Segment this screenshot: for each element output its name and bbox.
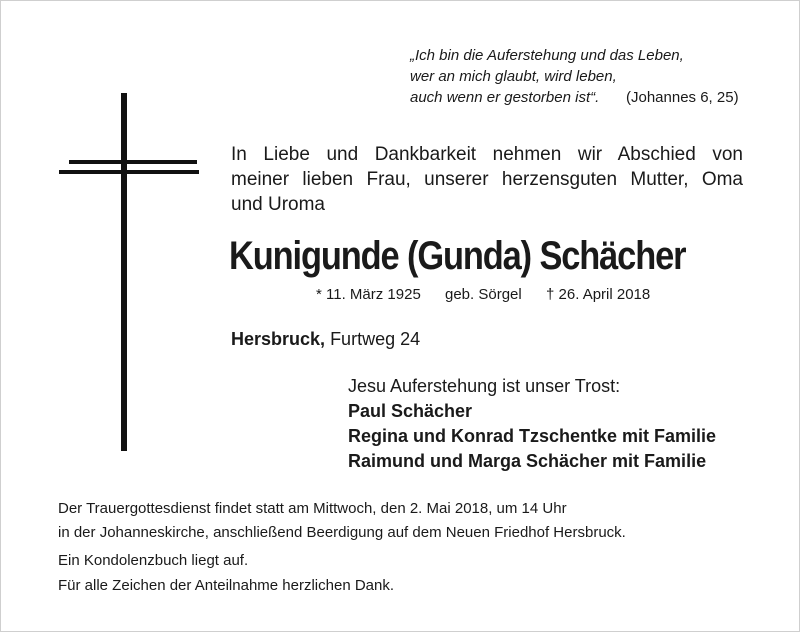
funeral-burial-line: in der Johanneskirche, anschließend Beerdigung auf dem Neuen Friedhof Hersbruck. (58, 524, 626, 541)
maiden-name: geb. Sörgel (445, 286, 522, 303)
quote-line-2: wer an mich glaubt, wird leben, (410, 68, 617, 85)
thanks-line: Für alle Zeichen der Anteilnahme herzlichen Dank. (58, 577, 395, 594)
quote-line-1: „Ich bin die Auferstehung und das Leben, (410, 47, 684, 64)
quote-reference: (Johannes 6, 25) (626, 89, 739, 106)
mourner-name: Regina und Konrad Tzschentke mit Familie (348, 426, 717, 446)
bible-quote (410, 45, 750, 108)
intro-line-3: und Uroma (231, 194, 325, 215)
condolence-book-line: Ein Kondolenzbuch liegt auf. (58, 552, 249, 569)
cross-vertical-bar (121, 93, 127, 451)
intro-line-1: In Liebe und Dankbarkeit nehmen wir Abschied von (231, 144, 743, 165)
address-city: Hersbruck, (231, 329, 326, 349)
funeral-service-line: Der Trauergottesdienst findet statt am Mittwoch, den 2. Mai 2018, um 14 Uhr (58, 500, 567, 517)
cross-horizontal-bar-top (69, 160, 197, 164)
mourner-name: Raimund und Marga Schächer mit Familie (348, 451, 707, 471)
mourner-name: Paul Schächer (348, 401, 473, 421)
intro-line-2: meiner lieben Frau, unserer herzensguten Mutter, Oma (231, 169, 743, 190)
address-street: Furtweg 24 (330, 329, 421, 349)
mourners-block (348, 374, 716, 474)
mourners-intro: Jesu Auferstehung ist unser Trost: (348, 376, 621, 396)
deceased-name: Kunigunde (Gunda) Schächer (229, 234, 686, 278)
address (231, 327, 420, 351)
birth-date: * 11. März 1925 (316, 286, 421, 303)
death-date: † 26. April 2018 (546, 286, 651, 303)
intro-text (231, 142, 743, 217)
quote-line-3: auch wenn er gestorben ist“. (410, 89, 600, 106)
cross-horizontal-bar-bottom (59, 170, 199, 174)
